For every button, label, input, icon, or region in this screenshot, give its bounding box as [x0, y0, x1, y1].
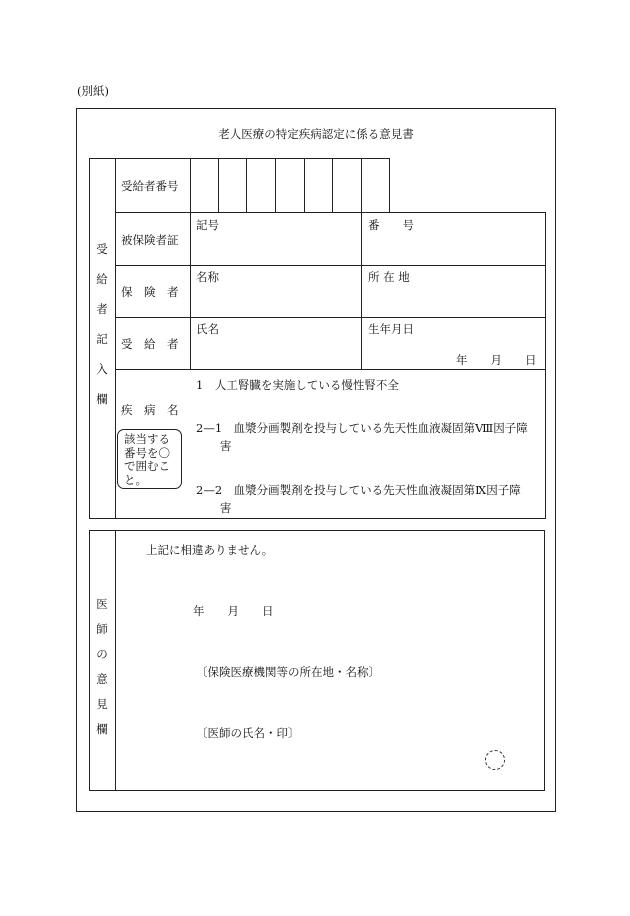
doctor-date-format: 年 月 日	[193, 604, 274, 618]
disease-note-line: と。	[124, 472, 147, 487]
rule	[89, 518, 545, 519]
disease-option-2-1-cont: 害	[220, 439, 232, 453]
insured-card-label: 被保険者証	[121, 233, 179, 247]
label-char: 欄	[96, 722, 108, 736]
label-char: の	[96, 647, 108, 661]
recipient-number-digit-2[interactable]	[219, 159, 246, 211]
disease-option-2-2[interactable]: 2—2 血漿分画製剤を投与している先天性血液凝固第Ⅸ因子障	[196, 483, 521, 497]
disease-note-line: 該当する	[124, 432, 170, 446]
recipient-name-label: 氏名	[196, 322, 219, 336]
form-title: 老人医療の特定疾病認定に係る意見書	[218, 127, 414, 141]
card-number-label: 番 号	[368, 218, 414, 232]
birth-date-format: 年 月 日	[456, 353, 537, 367]
disease-option-1[interactable]: 1 人工腎臓を実施している慢性腎不全	[196, 378, 399, 392]
recipient-number-digit-4[interactable]	[276, 159, 303, 211]
label-char: 記	[96, 332, 108, 346]
recipient-section-label	[94, 242, 110, 406]
doctor-section-label	[94, 597, 110, 736]
doctor-section-frame	[89, 530, 545, 791]
rule	[115, 212, 545, 213]
label-char: 師	[96, 622, 108, 636]
confirmation-text: 上記に相違ありません。	[146, 543, 274, 557]
institution-label: 〔保険医療機関等の所在地・名称〕	[196, 665, 380, 679]
recipient-number-label: 受給者番号	[121, 179, 179, 193]
disease-note	[124, 433, 170, 487]
seal-stamp-circle	[485, 750, 505, 770]
label-char: 入	[96, 362, 108, 376]
rule	[115, 265, 545, 266]
rule	[115, 530, 116, 791]
label-char: 意	[96, 672, 108, 686]
label-char: 医	[96, 597, 108, 611]
label-char: 見	[96, 697, 108, 711]
recipient-label: 受 給 者	[121, 337, 179, 351]
card-symbol-label: 記号	[196, 218, 219, 232]
label-char: 欄	[96, 392, 108, 406]
annex-label: (別紙)	[77, 84, 109, 98]
insurer-label: 保 険 者	[121, 285, 179, 299]
rule	[389, 158, 390, 212]
disease-option-2-2-cont: 害	[220, 501, 232, 515]
rule	[115, 317, 545, 318]
insurer-name-label: 名称	[196, 270, 219, 284]
rule	[545, 212, 546, 519]
label-char: 給	[96, 272, 108, 286]
birth-date-label: 生年月日	[368, 322, 414, 336]
recipient-number-digit-6[interactable]	[333, 159, 360, 211]
disease-label: 疾 病 名	[121, 403, 179, 417]
disease-note-line: で囲むこ	[124, 459, 170, 473]
recipient-number-digit-3[interactable]	[247, 159, 274, 211]
rule	[89, 158, 90, 519]
recipient-number-digit-1[interactable]	[191, 159, 218, 211]
disease-note-line: 番号を〇	[124, 445, 170, 460]
disease-option-2-1[interactable]: 2—1 血漿分画製剤を投与している先天性血液凝固第Ⅷ因子障	[196, 421, 528, 435]
recipient-number-digit-5[interactable]	[305, 159, 332, 211]
insurer-address-label: 所 在 地	[368, 270, 410, 284]
label-char: 者	[96, 302, 108, 316]
recipient-number-digit-7[interactable]	[362, 159, 389, 211]
doctor-name-label: 〔医師の氏名・印〕	[196, 726, 300, 740]
rule	[115, 369, 545, 370]
label-char: 受	[96, 242, 108, 256]
